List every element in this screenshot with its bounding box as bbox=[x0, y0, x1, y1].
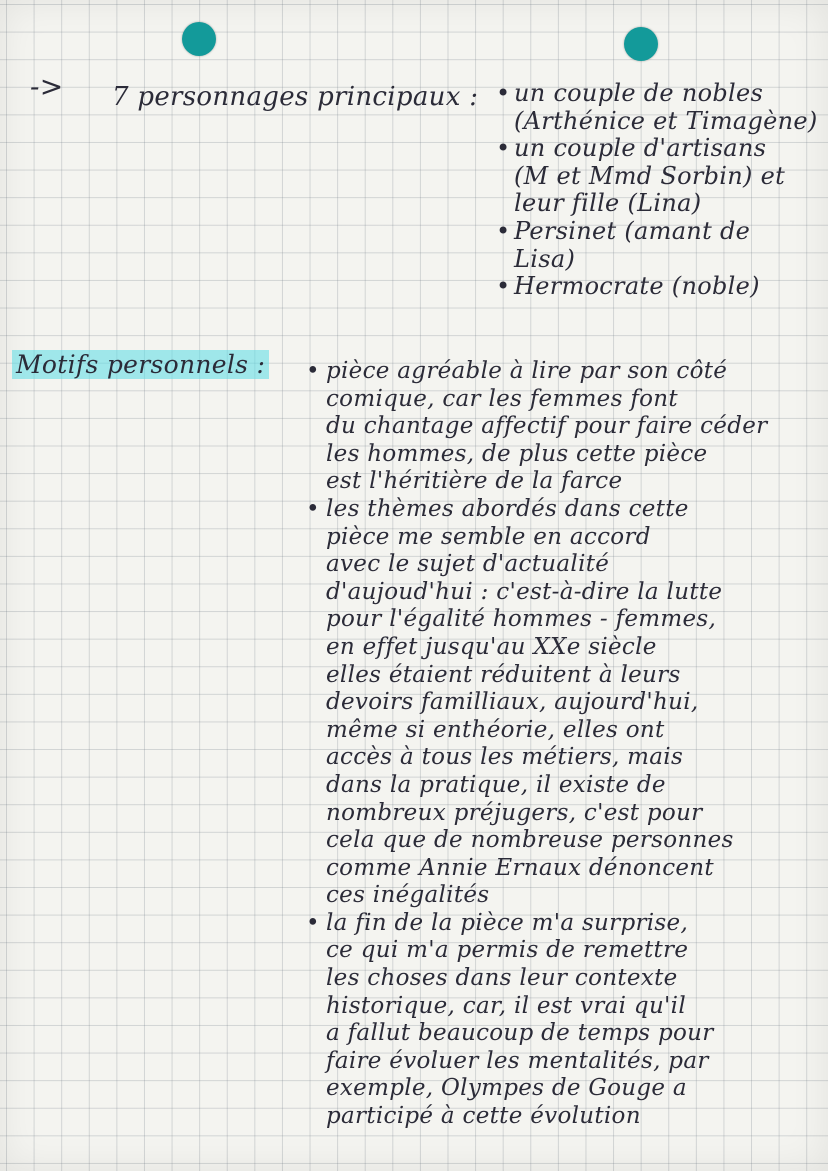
character-line: (Arthénice et Timagène) bbox=[514, 106, 818, 135]
character-item bbox=[500, 135, 822, 218]
character-line: • Hermocrate (noble) bbox=[514, 272, 760, 301]
motif-line: même si enthéorie, elles ont bbox=[326, 716, 665, 743]
motif-line: nombreux préjugers, c'est pour bbox=[326, 799, 703, 826]
motif-line: pièce me semble en accord bbox=[326, 523, 651, 550]
motif-line: les choses dans leur contexte bbox=[326, 965, 678, 992]
motif-line: en effet jusqu'au XXe siècle bbox=[326, 633, 657, 660]
character-line: • un couple de nobles bbox=[514, 79, 764, 107]
motif-line: accès à tous les métiers, mais bbox=[326, 744, 684, 771]
character-line: (M et Mmd Sorbin) et bbox=[514, 161, 786, 190]
motif-line: dans la pratique, il existe de bbox=[326, 771, 666, 798]
motif-line: ce qui m'a permis de remettre bbox=[326, 937, 689, 964]
motif-line: pour l'égalité hommes - femmes, bbox=[326, 606, 717, 633]
binder-hole-right bbox=[624, 27, 658, 61]
binder-hole-left bbox=[182, 22, 216, 56]
character-line: Lisa) bbox=[514, 244, 576, 273]
motif-line: d'aujoud'hui : c'est-à-dire la lutte bbox=[326, 578, 723, 605]
motif-line: devoirs familliaux, aujourd'hui, bbox=[326, 689, 699, 716]
character-item bbox=[500, 218, 822, 273]
character-line: • un couple d'artisans bbox=[514, 134, 767, 163]
motif-line: ces inégalités bbox=[326, 882, 490, 909]
motif-line: avec le sujet d'actualité bbox=[326, 551, 610, 578]
motif-item bbox=[312, 358, 822, 496]
characters-heading: 7 personnages principaux : bbox=[112, 82, 479, 112]
motif-line: exemple, Olympes de Gouge a bbox=[326, 1075, 687, 1102]
motifs-heading: Motifs personnels : bbox=[12, 350, 269, 379]
motif-line: comique, car les femmes font bbox=[326, 385, 678, 412]
character-list bbox=[500, 80, 822, 301]
motif-line: les hommes, de plus cette pièce bbox=[326, 440, 708, 467]
motif-item bbox=[312, 910, 822, 1131]
motif-line: comme Annie Ernaux dénoncent bbox=[326, 854, 714, 881]
motif-line: • les thèmes abordés dans cette bbox=[326, 495, 689, 522]
motif-line: elles étaient réduitent à leurs bbox=[326, 661, 681, 688]
motif-line: du chantage affectif pour faire céder bbox=[326, 413, 768, 440]
motif-line: • la fin de la pièce m'a surprise, bbox=[326, 909, 689, 936]
arrow-icon: -> bbox=[30, 70, 64, 103]
motif-line: participé à cette évolution bbox=[326, 1103, 641, 1130]
character-line: • Persinet (amant de bbox=[514, 216, 751, 245]
motif-item bbox=[312, 496, 822, 910]
motifs-list bbox=[312, 358, 822, 1131]
motif-line: cela que de nombreuse personnes bbox=[326, 827, 734, 854]
motif-line: faire évoluer les mentalités, par bbox=[326, 1047, 709, 1074]
character-line: leur fille (Lina) bbox=[514, 189, 702, 218]
character-item bbox=[500, 273, 822, 301]
motif-line: historique, car, il est vrai qu'il bbox=[326, 992, 686, 1019]
character-item bbox=[500, 80, 822, 135]
motif-line: est l'héritière de la farce bbox=[326, 468, 623, 495]
motif-line: a fallut beaucoup de temps pour bbox=[326, 1020, 714, 1047]
motif-line: • pièce agréable à lire par son côté bbox=[326, 358, 728, 384]
